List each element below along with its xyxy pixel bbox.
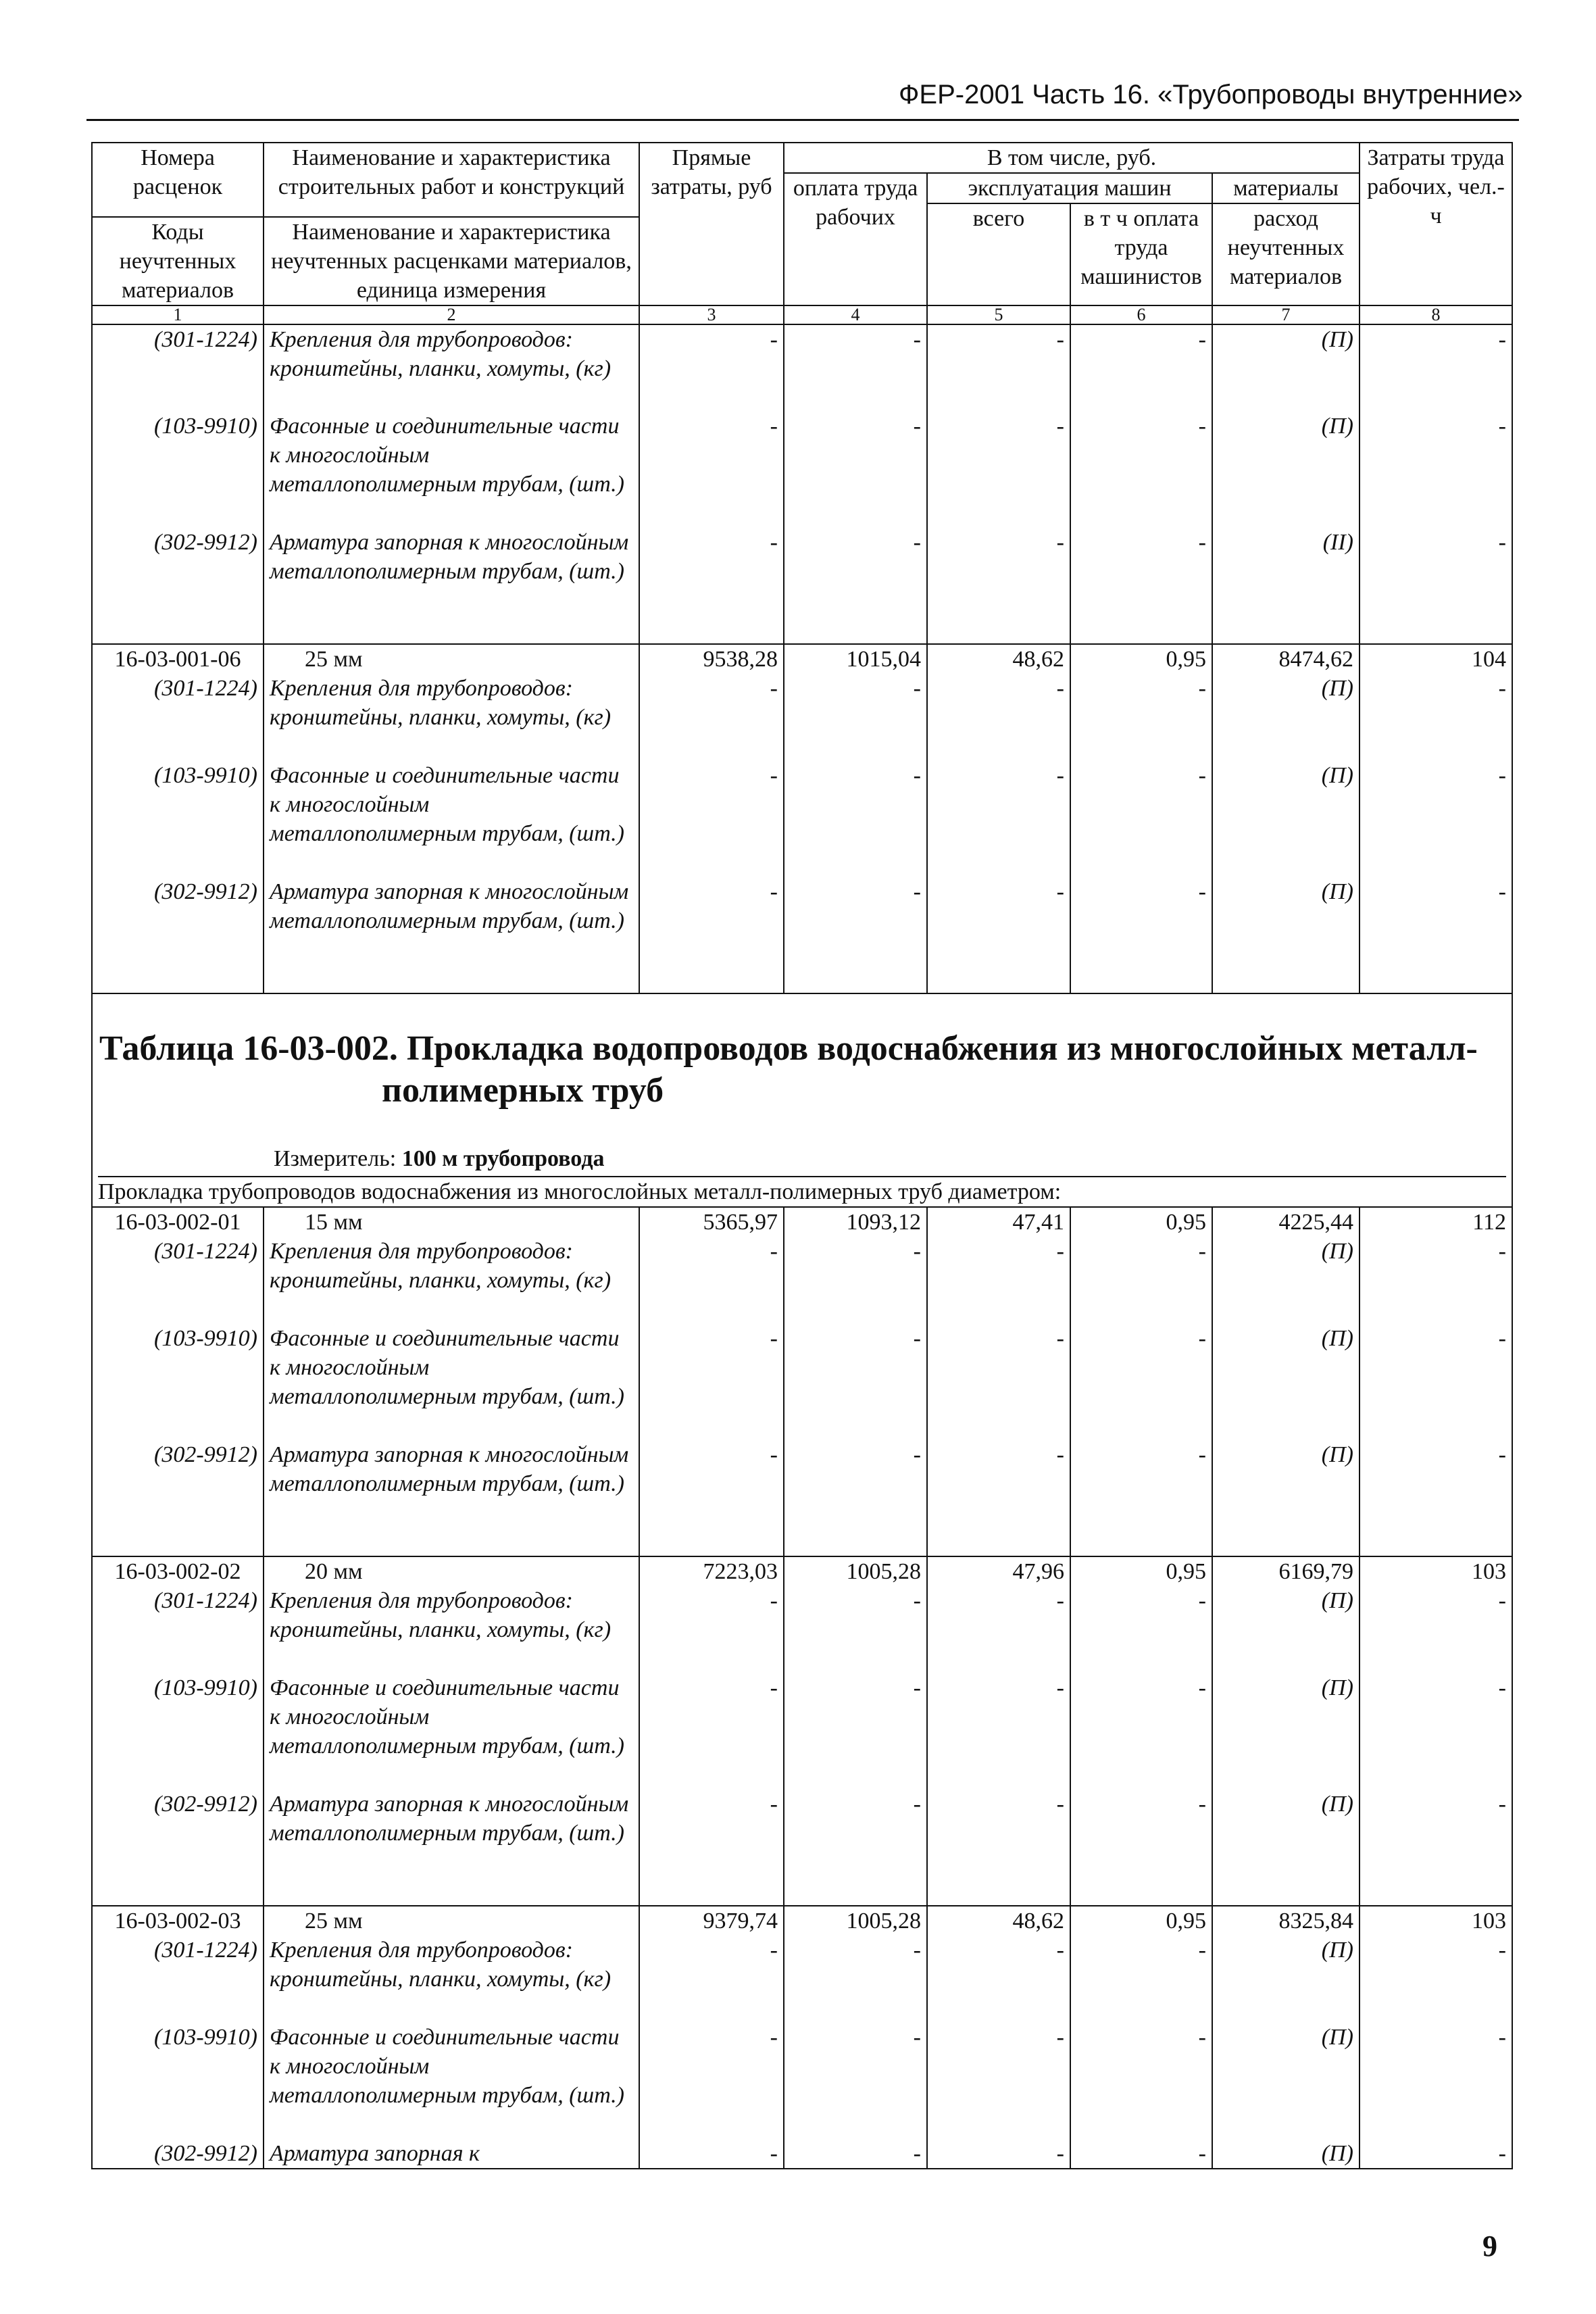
material-row [92, 1324, 1512, 1440]
cell-hours: 103 [1360, 1556, 1512, 1586]
material-name: Фасонные и соединительные части к многослойным металлополимерным трубам, (шт.) [264, 761, 639, 877]
table-title-line2: полимерных труб [382, 1071, 664, 1110]
cell-machines: - [927, 1440, 1070, 1556]
material-row [92, 1673, 1512, 1790]
material-name: Крепления для трубопроводов: кронштейны, планки, хомуты, (кг) [264, 674, 639, 761]
table-title-line1: Таблица 16-03-002. Прокладка водопроводов водоснабжения из многослойных металл- [99, 1029, 1478, 1068]
cell-material-p: (П) [1212, 1324, 1360, 1440]
cell-direct: - [639, 2023, 784, 2139]
material-row [92, 1790, 1512, 1906]
cell-material-p: (II) [1212, 528, 1360, 644]
rate-name: 25 мм [264, 644, 639, 674]
cell-labor: - [784, 877, 927, 993]
cell-material-p: (П) [1212, 1440, 1360, 1556]
cell-direct: - [639, 1673, 784, 1790]
cell-machinists: 0,95 [1070, 1556, 1212, 1586]
cell-machinists: - [1070, 1586, 1212, 1673]
cell-material-p: (П) [1212, 2023, 1360, 2139]
cell-machinists: - [1070, 1324, 1212, 1440]
cell-material-p: (П) [1212, 1237, 1360, 1324]
cell-hours: - [1360, 1324, 1512, 1440]
cell-direct: - [639, 2139, 784, 2169]
cell-labor: - [784, 1324, 927, 1440]
section-row [92, 1177, 1512, 1207]
material-row [92, 2139, 1512, 2169]
col-number: 5 [927, 305, 1070, 324]
cell-direct: 9379,74 [639, 1906, 784, 1936]
cell-direct: - [639, 1324, 784, 1440]
material-code: (301-1224) [92, 324, 264, 412]
cell-labor: - [784, 412, 927, 528]
rate-row [92, 1906, 1512, 1936]
cell-hours: - [1360, 761, 1512, 877]
cell-hours: - [1360, 324, 1512, 412]
cell-machinists: - [1070, 2139, 1212, 2169]
material-code: (301-1224) [92, 1237, 264, 1324]
cell-direct: 5365,97 [639, 1207, 784, 1237]
col-number: 2 [264, 305, 639, 324]
cell-direct: - [639, 1586, 784, 1673]
rate-code: 16-03-002-03 [92, 1906, 264, 1936]
cell-labor: 1005,28 [784, 1556, 927, 1586]
cell-hours: - [1360, 674, 1512, 761]
cell-labor: - [784, 674, 927, 761]
cell-materials: 4225,44 [1212, 1207, 1360, 1237]
rate-name: 20 мм [264, 1556, 639, 1586]
material-row [92, 674, 1512, 761]
page-number: 9 [1482, 2230, 1497, 2263]
measure-label: Измеритель: [274, 1146, 402, 1171]
cell-machines: - [927, 674, 1070, 761]
cell-material-p: (П) [1212, 1586, 1360, 1673]
material-row [92, 1237, 1512, 1324]
material-code: (103-9910) [92, 1673, 264, 1790]
col-number: 7 [1212, 305, 1360, 324]
material-code: (103-9910) [92, 412, 264, 528]
cell-material-p: (П) [1212, 412, 1360, 528]
cell-labor: - [784, 528, 927, 644]
material-row [92, 324, 1512, 412]
rate-name: 15 мм [264, 1207, 639, 1237]
material-row [92, 528, 1512, 644]
cell-machines: 47,41 [927, 1207, 1070, 1237]
col2-bottom-header: Наименование и характеристика неучтенных расценками материалов, единица измерения [264, 217, 639, 305]
material-code: (301-1224) [92, 674, 264, 761]
cell-direct: - [639, 674, 784, 761]
material-name: Фасонные и соединительные части к многослойным металлополимерным трубам, (шт.) [264, 2023, 639, 2139]
cell-labor: - [784, 1673, 927, 1790]
cell-machinists: - [1070, 528, 1212, 644]
material-name: Фасонные и соединительные части к многослойным металлополимерным трубам, (шт.) [264, 412, 639, 528]
material-code: (302-9912) [92, 877, 264, 993]
cell-labor: 1005,28 [784, 1906, 927, 1936]
header-rule [86, 119, 1519, 121]
cell-direct: - [639, 324, 784, 412]
cell-machines: 47,96 [927, 1556, 1070, 1586]
cell-hours: 103 [1360, 1906, 1512, 1936]
material-row [92, 412, 1512, 528]
cell-materials: 8474,62 [1212, 644, 1360, 674]
cell-hours: - [1360, 1440, 1512, 1556]
cell-material-p: (П) [1212, 324, 1360, 412]
col1-bottom-header: Коды неучтенных материалов [92, 217, 264, 305]
col-number: 4 [784, 305, 927, 324]
col8-header: Затраты труда рабочих, чел.-ч [1360, 143, 1512, 305]
cell-labor: - [784, 1936, 927, 2023]
cell-machines: - [927, 1936, 1070, 2023]
cell-hours: - [1360, 1237, 1512, 1324]
material-code: (103-9910) [92, 1324, 264, 1440]
cell-direct: - [639, 1936, 784, 2023]
cell-direct: - [639, 1237, 784, 1324]
cell-hours: 104 [1360, 644, 1512, 674]
incl-header: В том числе, руб. [784, 143, 1360, 173]
material-row [92, 877, 1512, 993]
measure-value: 100 м трубопровода [401, 1146, 605, 1171]
cell-machinists: - [1070, 324, 1212, 412]
cell-direct: - [639, 761, 784, 877]
cell-labor: - [784, 324, 927, 412]
col5-header: всего [927, 203, 1070, 305]
cell-machines: - [927, 2023, 1070, 2139]
cell-materials: 6169,79 [1212, 1556, 1360, 1586]
material-code: (103-9910) [92, 2023, 264, 2139]
table-body [92, 324, 1512, 2169]
rate-code: 16-03-002-02 [92, 1556, 264, 1586]
material-name: Крепления для трубопроводов: кронштейны, планки, хомуты, (кг) [264, 1237, 639, 1324]
machines-header: эксплуатация машин [927, 173, 1212, 203]
cell-direct: - [639, 528, 784, 644]
material-name: Фасонные и соединительные части к многослойным металлополимерным трубам, (шт.) [264, 1324, 639, 1440]
page-header: ФЕР-2001 Часть 16. «Трубопроводы внутренние» [899, 80, 1523, 109]
material-row [92, 2023, 1512, 2139]
cell-machines: - [927, 1673, 1070, 1790]
cell-labor: 1015,04 [784, 644, 927, 674]
cell-machines: - [927, 877, 1070, 993]
cell-material-p: (П) [1212, 761, 1360, 877]
material-name: Арматура запорная к [264, 2139, 639, 2169]
cell-labor: - [784, 2023, 927, 2139]
rates-table [91, 142, 1513, 2169]
cell-hours: - [1360, 1790, 1512, 1906]
cell-direct: 7223,03 [639, 1556, 784, 1586]
cell-machines: - [927, 1790, 1070, 1906]
cell-labor: - [784, 1440, 927, 1556]
material-name: Крепления для трубопроводов: кронштейны, планки, хомуты, (кг) [264, 1586, 639, 1673]
cell-machinists: - [1070, 1790, 1212, 1906]
table-title [98, 994, 1506, 1112]
cell-machinists: - [1070, 1237, 1212, 1324]
cell-machines: 48,62 [927, 644, 1070, 674]
cell-machinists: - [1070, 1673, 1212, 1790]
cell-direct: - [639, 1790, 784, 1906]
rate-name: 25 мм [264, 1906, 639, 1936]
col7-header: расход неучтенных материалов [1212, 203, 1360, 305]
cell-hours: - [1360, 1936, 1512, 2023]
col3-header: Прямые затраты, руб [639, 143, 784, 305]
col1-top-header: Номера расценок [92, 143, 264, 217]
table-header [92, 143, 1512, 324]
col-number: 1 [92, 305, 264, 324]
rate-row [92, 1207, 1512, 1237]
cell-hours: - [1360, 2139, 1512, 2169]
cell-material-p: (П) [1212, 1936, 1360, 2023]
cell-machines: - [927, 324, 1070, 412]
material-row [92, 1936, 1512, 2023]
cell-material-p: (П) [1212, 1790, 1360, 1906]
col4-header: оплата труда рабочих [784, 173, 927, 305]
cell-direct: - [639, 1440, 784, 1556]
col2-top-header: Наименование и характеристика строительных работ и конструкций [264, 143, 639, 217]
cell-direct: - [639, 877, 784, 993]
cell-hours: - [1360, 1673, 1512, 1790]
cell-labor: - [784, 1237, 927, 1324]
material-name: Арматура запорная к многослойным металлополимерным трубам, (шт.) [264, 1790, 639, 1906]
material-name: Арматура запорная к многослойным металлополимерным трубам, (шт.) [264, 528, 639, 644]
material-row [92, 1440, 1512, 1556]
materials-header: материалы [1212, 173, 1360, 203]
material-name: Крепления для трубопроводов: кронштейны, планки, хомуты, (кг) [264, 1936, 639, 2023]
material-row [92, 1586, 1512, 1673]
material-code: (302-9912) [92, 1790, 264, 1906]
cell-machines: 48,62 [927, 1906, 1070, 1936]
cell-machinists: 0,95 [1070, 1207, 1212, 1237]
cell-machinists: 0,95 [1070, 644, 1212, 674]
cell-labor: - [784, 1586, 927, 1673]
measure-line [98, 1112, 1506, 1177]
cell-material-p: (П) [1212, 877, 1360, 993]
cell-material-p: (П) [1212, 2139, 1360, 2169]
cell-hours: - [1360, 528, 1512, 644]
col6-header: в т ч оплата труда машинистов [1070, 203, 1212, 305]
cell-machines: - [927, 412, 1070, 528]
rate-row [92, 644, 1512, 674]
material-code: (301-1224) [92, 1586, 264, 1673]
cell-labor: - [784, 761, 927, 877]
cell-labor: - [784, 1790, 927, 1906]
cell-machines: - [927, 528, 1070, 644]
material-name: Крепления для трубопроводов: кронштейны, планки, хомуты, (кг) [264, 324, 639, 412]
cell-machines: - [927, 2139, 1070, 2169]
material-code: (302-9912) [92, 528, 264, 644]
cell-hours: - [1360, 2023, 1512, 2139]
cell-labor: - [784, 2139, 927, 2169]
rate-row [92, 1556, 1512, 1586]
cell-machines: - [927, 1586, 1070, 1673]
cell-machinists: - [1070, 674, 1212, 761]
cell-machines: - [927, 1237, 1070, 1324]
cell-machinists: - [1070, 412, 1212, 528]
cell-machinists: - [1070, 2023, 1212, 2139]
col-number: 3 [639, 305, 784, 324]
rate-code: 16-03-002-01 [92, 1207, 264, 1237]
cell-machinists: - [1070, 1936, 1212, 2023]
cell-material-p: (П) [1212, 674, 1360, 761]
material-code: (302-9912) [92, 1440, 264, 1556]
cell-machinists: 0,95 [1070, 1906, 1212, 1936]
cell-machinists: - [1070, 1440, 1212, 1556]
cell-hours: - [1360, 1586, 1512, 1673]
col-number: 6 [1070, 305, 1212, 324]
material-code: (302-9912) [92, 2139, 264, 2169]
cell-material-p: (П) [1212, 1673, 1360, 1790]
cell-direct: 9538,28 [639, 644, 784, 674]
cell-machinists: - [1070, 877, 1212, 993]
material-row [92, 761, 1512, 877]
rate-code: 16-03-001-06 [92, 644, 264, 674]
col-number: 8 [1360, 305, 1512, 324]
material-name: Арматура запорная к многослойным металлополимерным трубам, (шт.) [264, 1440, 639, 1556]
cell-machines: - [927, 761, 1070, 877]
cell-direct: - [639, 412, 784, 528]
material-name: Фасонные и соединительные части к многослойным металлополимерным трубам, (шт.) [264, 1673, 639, 1790]
table-title-row [92, 993, 1512, 1177]
cell-machines: - [927, 1324, 1070, 1440]
cell-materials: 8325,84 [1212, 1906, 1360, 1936]
material-name: Арматура запорная к многослойным металлополимерным трубам, (шт.) [264, 877, 639, 993]
section-title: Прокладка трубопроводов водоснабжения из многослойных металл-полимерных труб диаметром: [92, 1177, 1512, 1207]
material-code: (103-9910) [92, 761, 264, 877]
cell-labor: 1093,12 [784, 1207, 927, 1237]
cell-hours: - [1360, 877, 1512, 993]
cell-hours: 112 [1360, 1207, 1512, 1237]
material-code: (301-1224) [92, 1936, 264, 2023]
cell-hours: - [1360, 412, 1512, 528]
cell-machinists: - [1070, 761, 1212, 877]
